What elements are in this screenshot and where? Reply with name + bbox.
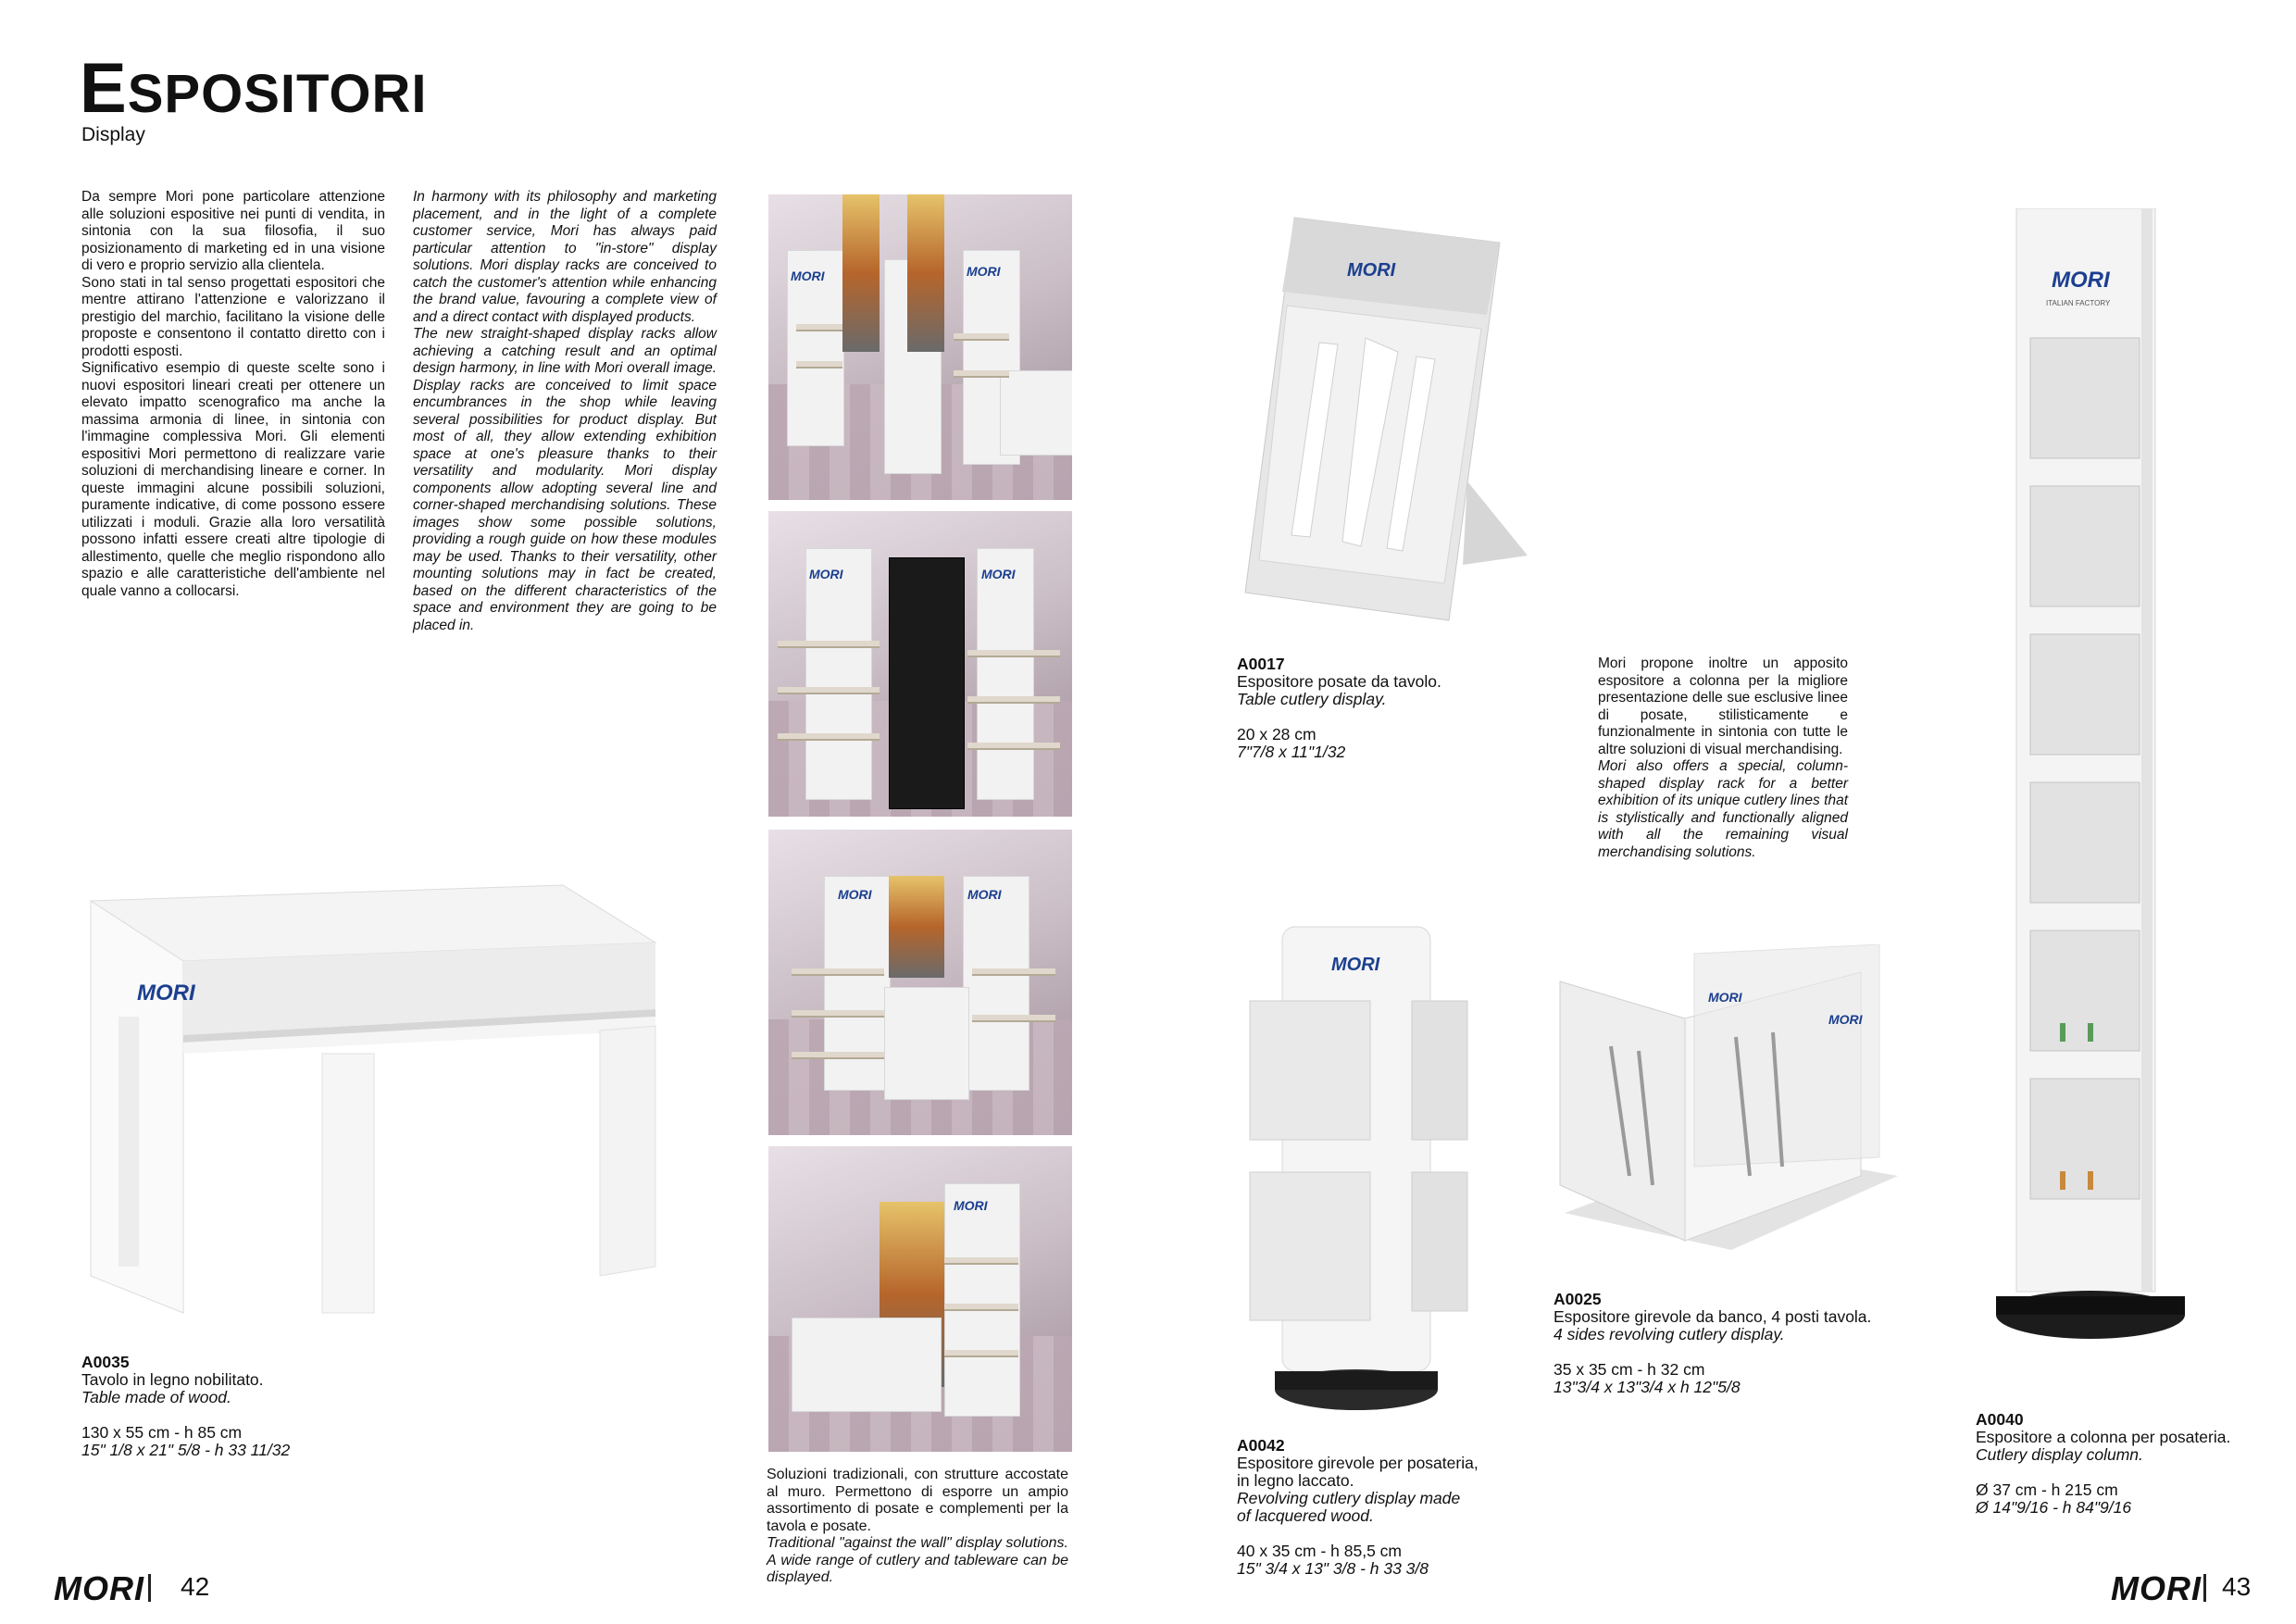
photo-brand-logo: MORI <box>967 264 1001 279</box>
photos-caption <box>767 1467 1068 1587</box>
photo-brand-logo: MORI <box>791 269 825 283</box>
footer-right-divider <box>2203 1574 2206 1602</box>
a0025-caption <box>1554 1291 1924 1396</box>
a0017-brand-logo: MORI <box>1347 260 1396 281</box>
page-title: ESPOSITORI <box>80 49 428 128</box>
a0035-table-image <box>81 868 674 1322</box>
a0042-name-it-1: Espositore girevole per posateria, <box>1237 1454 1479 1472</box>
a0035-name-it: Tavolo in legno nobilitato. <box>81 1370 264 1389</box>
photos-caption-it: Soluzioni tradizionali, con strutture accostate al muro. Permettono di esporre un ampio assortimento di posate e complementi per la tavola e posate. <box>767 1467 1068 1534</box>
photo-brand-logo: MORI <box>967 887 1002 902</box>
a0025-dim-imperial: 13"3/4 x 13"3/4 x h 12"5/8 <box>1554 1378 1741 1396</box>
a0042-dim-metric: 40 x 35 cm - h 85,5 cm <box>1237 1542 1402 1560</box>
a0035-brand-logo: MORI <box>137 981 195 1006</box>
a0040-dim-imperial: Ø 14"9/16 - h 84"9/16 <box>1976 1498 2132 1517</box>
footer-left-logo: MORI <box>54 1569 144 1607</box>
column-description-it: Mori propone inoltre un apposito espositore a colonna per la migliore presentazione delle sue esclusive linee di posate, stilisticamente e funzionalmente in sintonia con tutte le altre soluzioni di visual merchandising. <box>1598 656 1848 757</box>
footer-left-divider <box>148 1574 151 1602</box>
a0025-name-en: 4 sides revolving cutlery display. <box>1554 1325 1785 1343</box>
a0035-dim-imperial: 15" 1/8 x 21" 5/8 - h 33 11/32 <box>81 1441 291 1459</box>
a0040-product-image <box>1989 208 2196 1347</box>
a0042-brand-logo: MORI <box>1331 955 1380 975</box>
photo-brand-logo: MORI <box>981 567 1016 581</box>
a0040-dim-metric: Ø 37 cm - h 215 cm <box>1976 1480 2118 1499</box>
a0017-name-en: Table cutlery display. <box>1237 690 1387 708</box>
display-photo-wall <box>768 1146 1072 1452</box>
a0017-caption <box>1237 656 1515 761</box>
a0040-brand-logo: MORI <box>2052 268 2110 293</box>
a0035-name-en: Table made of wood. <box>81 1388 231 1406</box>
a0035-dim-metric: 130 x 55 cm - h 85 cm <box>81 1423 243 1442</box>
a0017-product-image <box>1231 204 1537 630</box>
a0017-dim-imperial: 7"7/8 x 11"1/32 <box>1237 743 1346 761</box>
a0040-name-en: Cutlery display column. <box>1976 1445 2143 1464</box>
intro-english <box>413 189 717 634</box>
a0017-code: A0017 <box>1237 655 1285 673</box>
a0042-code: A0042 <box>1237 1436 1285 1455</box>
a0025-brand-logo: MORI <box>1828 1012 1863 1027</box>
footer-right-logo: MORI <box>2111 1569 2202 1607</box>
a0025-brand-logo: MORI <box>1708 990 1742 1005</box>
a0042-caption <box>1237 1437 1533 1578</box>
intro-italian <box>81 189 385 600</box>
intro-en-paragraph: In harmony with its philosophy and marketing placement, and in the light of a complete customer service, Mori has always paid particular attention to "in-store" display solutions. Mori display racks are conceived to catch the customer's attention while enhancing the brand value, favouring a complete view of and a direct contact with displayed products. <box>413 189 717 325</box>
a0025-name-it: Espositore girevole da banco, 4 posti tavola. <box>1554 1307 1872 1326</box>
a0040-caption <box>1976 1411 2272 1517</box>
intro-en-paragraph: The new straight-shaped display racks allow achieving a catching result and an optimal design harmony, in line with Mori overall image. Display racks are conceived to limit space encumbrances in the shop while leaving several possibilities for product display. But most of all, they allow extending exhibition space at one's pleasure thanks to their versatility and modularity. Mori display components allow adopting several line and corner-shaped merchandising solutions. These images show some possible solutions, providing a rough guide on how these modules may be used. Thanks to their versatility, other mounting solutions may in fact be created, based on the different characteristics of the space and environment they are going to be placed in. <box>413 326 717 633</box>
page-number-right: 43 <box>2222 1572 2252 1601</box>
photos-caption-en: Traditional "against the wall" display solutions. A wide range of cutlery and tableware can be displayed. <box>767 1535 1068 1585</box>
page-subtitle: Display <box>81 124 145 145</box>
a0025-product-image <box>1555 944 1907 1250</box>
a0040-brand-tagline: ITALIAN FACTORY <box>2046 299 2111 307</box>
intro-it-paragraph: Sono stati in tal senso progettati espositori che mentre attirano l'attenzione e valorizzano il prestigio del marchio, facilitano la visione delle proposte e consentono il contatto diretto con i prodotti esposti. <box>81 274 385 359</box>
a0042-name-en-1: Revolving cutlery display made <box>1237 1489 1461 1507</box>
column-description <box>1598 656 1848 861</box>
a0042-product-image <box>1231 922 1481 1422</box>
photo-brand-logo: MORI <box>809 567 843 581</box>
intro-it-paragraph: Da sempre Mori pone particolare attenzione alle soluzioni espositive nei punti di vendita, in sintonia con la sua filosofia, il suo posizionamento di marketing ed in una visione di vero e proprio servizio alla clientela. <box>81 189 385 273</box>
a0017-name-it: Espositore posate da tavolo. <box>1237 672 1441 691</box>
a0017-dim-metric: 20 x 28 cm <box>1237 725 1316 743</box>
page-number-left: 42 <box>181 1572 210 1601</box>
a0042-name-en-2: of lacquered wood. <box>1237 1506 1374 1525</box>
a0042-dim-imperial: 15" 3/4 x 13" 3/8 - h 33 3/8 <box>1237 1559 1429 1578</box>
photo-brand-logo: MORI <box>838 887 872 902</box>
a0025-dim-metric: 35 x 35 cm - h 32 cm <box>1554 1360 1705 1379</box>
a0040-name-it: Espositore a colonna per posateria. <box>1976 1428 2231 1446</box>
a0040-code: A0040 <box>1976 1410 2024 1429</box>
display-photo-corner <box>768 194 1072 500</box>
a0025-code: A0025 <box>1554 1290 1602 1308</box>
intro-it-paragraph: Significativo esempio di queste scelte sono i nuovi espositori lineari creati per ottenere un elevato impatto scenografico ma anche la massima armonia di linee, in sintonia con l'immagine complessiva Mori. Gli elementi espositivi Mori permettono di realizzare varie soluzioni di merchandising lineare e corner. In queste immagini alcune possibili soluzioni, puramente indicative, di come possono essere utilizzati i moduli. Grazie alla loro versatilità possono infatti essere creati altre tipologie di allestimento, quelle che meglio rispondono allo spazio e alle caratteristiche dell'ambiente nel quale vanno a collocarsi. <box>81 360 385 599</box>
display-photo-linear <box>768 511 1072 817</box>
display-photo-counter <box>768 830 1072 1135</box>
a0042-name-it-2: in legno laccato. <box>1237 1471 1354 1490</box>
a0035-caption <box>81 1354 415 1459</box>
column-description-en: Mori also offers a special, column-shaped display rack for a better exhibition of its unique cutlery lines that is stylistically and functionally aligned with all the remaining visual merchandising solutions. <box>1598 758 1848 860</box>
photo-brand-logo: MORI <box>954 1198 988 1213</box>
a0035-code: A0035 <box>81 1353 130 1371</box>
